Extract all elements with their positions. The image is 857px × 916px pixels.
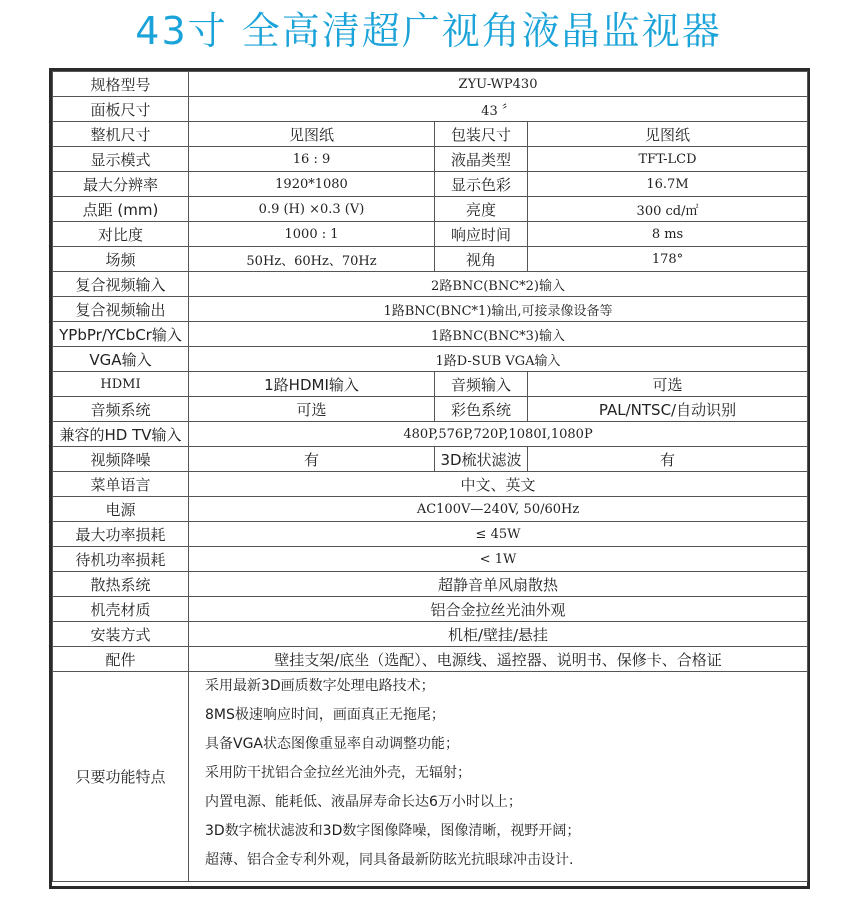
table-row xyxy=(53,72,808,97)
spec-value: 有 xyxy=(189,447,435,472)
table-row xyxy=(53,447,808,472)
table-row xyxy=(53,147,808,172)
spec-label: 亮度 xyxy=(435,197,528,222)
table-row xyxy=(53,272,808,297)
spec-value: AC100V—240V, 50/60Hz xyxy=(189,497,808,522)
table-row xyxy=(53,297,808,322)
spec-value: TFT-LCD xyxy=(528,147,808,172)
spec-label: 显示色彩 xyxy=(435,172,528,197)
spec-label: 兼容的HD TV输入 xyxy=(53,422,189,447)
spec-value: 1000 : 1 xyxy=(189,222,435,247)
features-row xyxy=(53,672,808,882)
spec-value: 壁挂支架/底坐（选配）、电源线、遥控器、说明书、保修卡、合格证 xyxy=(189,647,808,672)
spec-label: 面板尺寸 xyxy=(53,97,189,122)
spec-label: 整机尺寸 xyxy=(53,122,189,147)
spec-value: 中文、英文 xyxy=(189,472,808,497)
spec-value: 可选 xyxy=(528,372,808,397)
spec-label: 场频 xyxy=(53,247,189,272)
table-row xyxy=(53,522,808,547)
spec-value: 1路BNC(BNC*3)输入 xyxy=(189,322,808,347)
feature-item: 采用防干扰铝合金拉丝光油外壳，无辐射； xyxy=(205,765,471,781)
spec-label: 配件 xyxy=(53,647,189,672)
spec-label: YPbPr/YCbCr输入 xyxy=(53,322,189,347)
spec-value: 2路BNC(BNC*2)输入 xyxy=(189,272,808,297)
spec-value: 1路BNC(BNC*1)输出,可接录像设备等 xyxy=(189,297,808,322)
spec-label: 音频系统 xyxy=(53,397,189,422)
page-title: 43寸 全高清超广视角液晶监视器 xyxy=(135,9,722,53)
spec-value: 1920*1080 xyxy=(189,172,435,197)
table-row xyxy=(53,647,808,672)
spec-label: 规格型号 xyxy=(53,72,189,97)
table-row xyxy=(53,172,808,197)
spec-label: 菜单语言 xyxy=(53,472,189,497)
spec-label: 视角 xyxy=(435,247,528,272)
spec-value: 有 xyxy=(528,447,808,472)
table-row xyxy=(53,97,808,122)
spec-value: 1路HDMI输入 xyxy=(189,372,435,397)
table-row xyxy=(53,247,808,272)
feature-item: 具备VGA状态图像重显率自动调整功能； xyxy=(205,736,460,752)
spec-label: 3D梳状滤波 xyxy=(435,447,528,472)
spec-value: 43 〞 xyxy=(189,97,808,122)
spec-label: 视频降噪 xyxy=(53,447,189,472)
features-label: 只要功能特点 xyxy=(53,672,189,882)
spec-value: 50Hz、60Hz、70Hz xyxy=(189,247,435,272)
table-row xyxy=(53,397,808,422)
spec-label: 待机功率损耗 xyxy=(53,547,189,572)
spec-value: 178° xyxy=(528,247,808,272)
spec-label: 最大功率损耗 xyxy=(53,522,189,547)
spec-value: 1路D-SUB VGA输入 xyxy=(189,347,808,372)
spec-value: ZYU-WP430 xyxy=(189,72,808,97)
table-row xyxy=(53,372,808,397)
spec-value: 8 ms xyxy=(528,222,808,247)
table-row xyxy=(53,622,808,647)
spec-value: 300 cd/㎡ xyxy=(528,197,808,222)
table-row xyxy=(53,322,808,347)
feature-item: 超薄、铝合金专利外观，同具备最新防眩光抗眼球冲击设计. xyxy=(205,852,574,868)
feature-item: 8MS极速响应时间，画面真正无拖尾； xyxy=(205,707,445,723)
spec-label: 包装尺寸 xyxy=(435,122,528,147)
feature-item: 3D数字梳状滤波和3D数字图像降噪，图像清晰，视野开阔； xyxy=(205,823,581,839)
table-row xyxy=(53,222,808,247)
spec-value: 480P,576P,720P,1080I,1080P xyxy=(189,422,808,447)
spec-value: 超静音单风扇散热 xyxy=(189,572,808,597)
spec-value: 铝合金拉丝光油外观 xyxy=(189,597,808,622)
table-row xyxy=(53,197,808,222)
spec-table xyxy=(52,71,808,882)
spec-label: HDMI xyxy=(53,372,189,397)
spec-label: 机壳材质 xyxy=(53,597,189,622)
feature-item: 采用最新3D画质数字处理电路技术； xyxy=(205,678,435,694)
spec-sheet xyxy=(49,68,810,889)
spec-value: 0.9 (H) ×0.3 (V) xyxy=(189,197,435,222)
table-row xyxy=(53,472,808,497)
spec-value: < 1W xyxy=(189,547,808,572)
spec-label: 液晶类型 xyxy=(435,147,528,172)
spec-label: 音频输入 xyxy=(435,372,528,397)
table-row xyxy=(53,347,808,372)
spec-label: 对比度 xyxy=(53,222,189,247)
spec-value: 16.7M xyxy=(528,172,808,197)
spec-value: PAL/NTSC/自动识别 xyxy=(528,397,808,422)
spec-value: 可选 xyxy=(189,397,435,422)
spec-label: 安装方式 xyxy=(53,622,189,647)
feature-item: 内置电源、能耗低、液晶屏寿命长达6万小时以上； xyxy=(205,794,522,810)
spec-label: 显示模式 xyxy=(53,147,189,172)
spec-label: 散热系统 xyxy=(53,572,189,597)
spec-label: 复合视频输入 xyxy=(53,272,189,297)
spec-value: 见图纸 xyxy=(189,122,435,147)
table-row xyxy=(53,497,808,522)
spec-label: 复合视频输出 xyxy=(53,297,189,322)
spec-value: 机柜/壁挂/悬挂 xyxy=(189,622,808,647)
spec-label: VGA输入 xyxy=(53,347,189,372)
table-row xyxy=(53,572,808,597)
spec-label: 点距 (mm) xyxy=(53,197,189,222)
table-row xyxy=(53,547,808,572)
features-list xyxy=(189,672,808,882)
spec-label: 电源 xyxy=(53,497,189,522)
table-row xyxy=(53,597,808,622)
table-row xyxy=(53,422,808,447)
spec-value: ≤ 45W xyxy=(189,522,808,547)
spec-value: 16 : 9 xyxy=(189,147,435,172)
spec-label: 响应时间 xyxy=(435,222,528,247)
spec-label: 彩色系统 xyxy=(435,397,528,422)
spec-value: 见图纸 xyxy=(528,122,808,147)
spec-label: 最大分辨率 xyxy=(53,172,189,197)
table-row xyxy=(53,122,808,147)
